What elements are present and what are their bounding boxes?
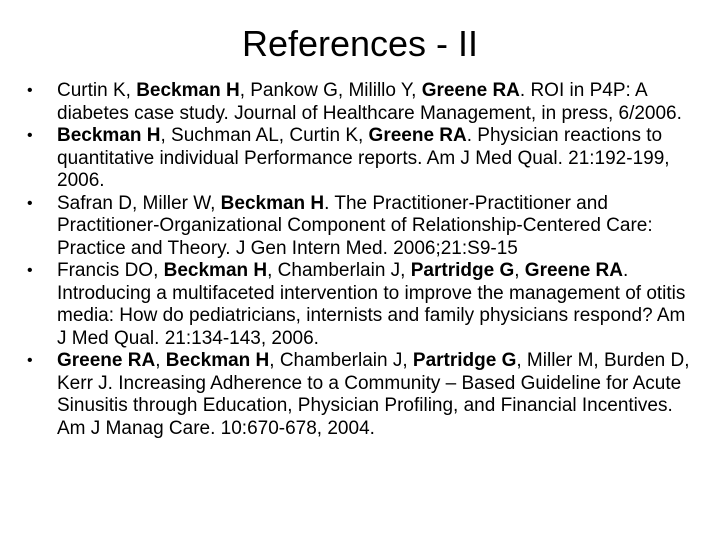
reference-list [27,80,697,440]
bullet-icon: • [27,262,33,279]
reference-item [27,193,697,261]
bullet-icon: • [27,352,33,369]
reference-author-highlight: Beckman H [163,260,268,281]
reference-author-highlight: Greene RA [524,260,623,281]
reference-author-highlight: Partridge G [412,350,517,371]
reference-author-highlight: Beckman H [165,350,270,371]
bullet-icon: • [27,194,33,212]
reference-text: Safran D, Miller W, [57,192,221,214]
reference-text: . Introducing a multifaceted intervention to improve the management of otitis media: How do pediatricians, internists and family physicians respond? Am J Med Qual. 21:134-143, 2006. [57,260,686,349]
reference-text: , [514,260,525,281]
reference-text: Curtin K, [57,80,137,101]
reference-item [27,80,697,125]
reference-text: , Miller M, Burden D, Kerr J. Increasing Adherence to a Community – Based Guideline for Acute Sinusitis through Education, Physician Profiling, and Financial Incentives. Am J Manag Care. 10:670-678, 2004. [57,350,690,439]
reference-item [27,260,697,350]
reference-author-highlight: Greene RA [57,350,156,371]
reference-text: Francis DO, [57,260,164,281]
bullet-icon: • [27,82,33,99]
reference-author-highlight: Beckman H [136,80,240,101]
slide-title: References - II [241,23,479,64]
reference-text: , Pankow G, Milillo Y, [239,80,422,101]
reference-author-highlight: Partridge G [410,260,515,281]
reference-item [27,350,697,440]
reference-item [27,125,697,193]
reference-author-highlight: Greene RA [421,80,520,101]
reference-author-highlight: Beckman H [57,125,161,146]
reference-author-highlight: Beckman H [220,192,325,214]
reference-text: . The Practitioner-Practitioner and Practitioner-Organizational Component of Relationship-Centered Care: Practice and Theory. J Gen Intern Med. 2006;21:S9-15 [57,192,653,259]
reference-text: , Chamberlain J, [269,350,413,371]
bullet-icon: • [27,127,33,144]
reference-text: . Physician reactions to quantitative individual Performance reports. Am J Med Qual. 21:192-199, 2006. [57,125,670,191]
reference-text: , Suchman AL, Curtin K, [160,125,369,146]
reference-text: . ROI in P4P: A diabetes case study. Journal of Healthcare Management, in press, 6/2006. [57,80,682,124]
reference-text: , Chamberlain J, [267,260,411,281]
reference-author-highlight: Greene RA [368,125,467,146]
reference-text: , [155,350,166,371]
